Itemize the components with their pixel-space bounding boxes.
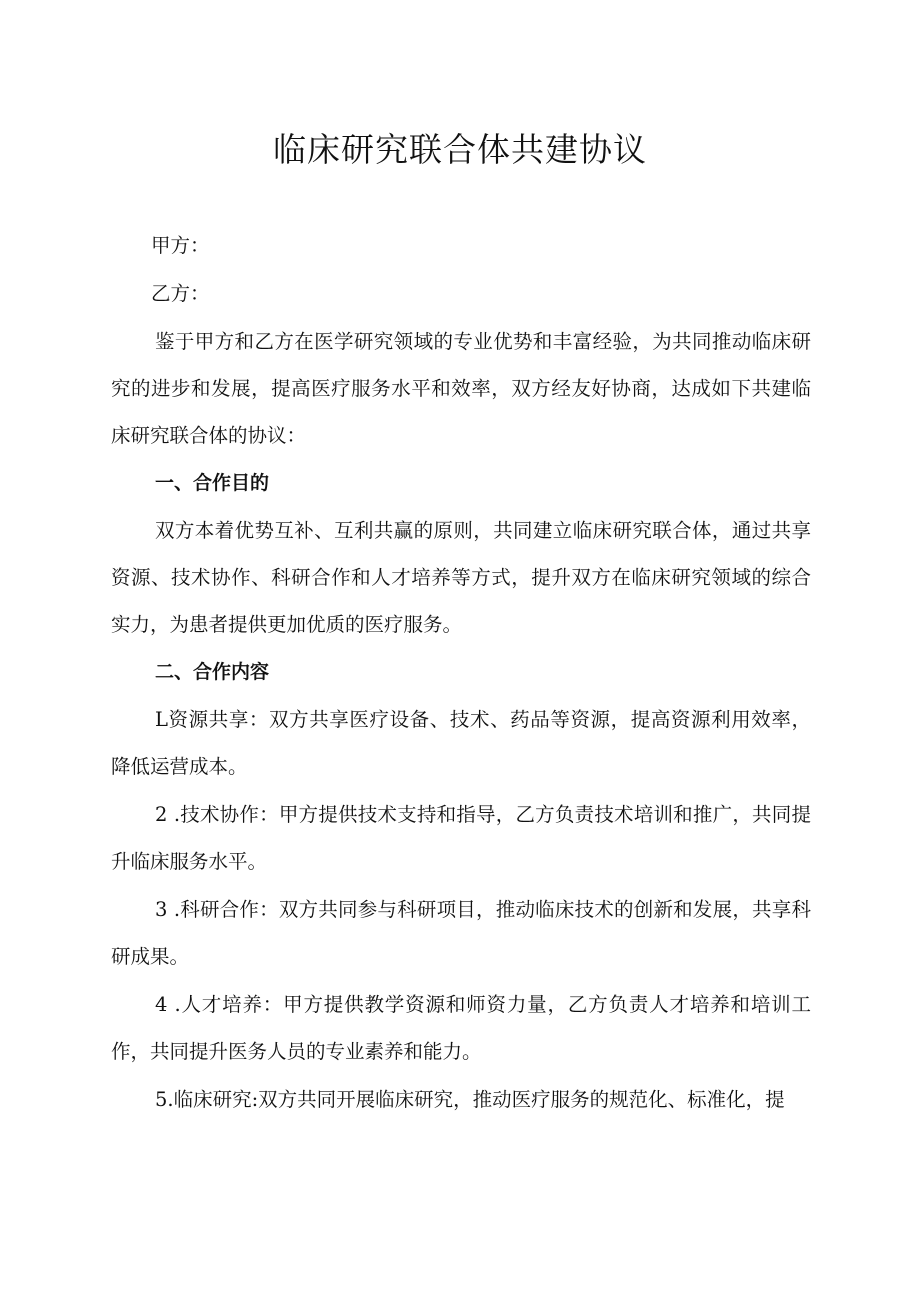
preamble-paragraph: 鉴于甲方和乙方在医学研究领域的专业优势和丰富经验，为共同推动临床研究的进步和发展，提高医疗服务水平和效率，双方经友好协商，达成如下共建临床研究联合体的协议： bbox=[111, 330, 811, 447]
document-title: 临床研究联合体共建协议 bbox=[273, 130, 647, 169]
document-body bbox=[111, 222, 811, 1123]
section-text-purpose: 双方本着优势互补、互利共赢的原则，共同建立临床研究联合体，通过共享资源、技术协作、科研合作和人才培养等方式，提升双方在临床研究领域的综合实力，为患者提供更加优质的医疗服务。 bbox=[111, 519, 811, 636]
content-item-research-cooperation: 3 .科研合作：双方共同参与科研项目，推动临床技术的创新和发展，共享科研成果。 bbox=[111, 898, 811, 968]
content-item-clinical-research: 5.临床研究:双方共同开展临床研究，推动医疗服务的规范化、标准化，提 bbox=[155, 1088, 785, 1111]
content-item-talent-training: 4 .人才培养：甲方提供教学资源和师资力量，乙方负责人才培养和培训工作，共同提升医务人员的专业素养和能力。 bbox=[111, 993, 811, 1063]
party-a-line: 甲方： bbox=[151, 234, 210, 257]
content-item-technical-collaboration: 2 .技术协作：甲方提供技术支持和指导，乙方负责技术培训和推广，共同提升临床服务水平。 bbox=[111, 803, 811, 873]
section-heading-content: 二、合作内容 bbox=[155, 661, 270, 683]
party-b-line: 乙方： bbox=[151, 282, 210, 305]
section-heading-purpose: 一、合作目的 bbox=[155, 472, 270, 494]
content-item-resource-sharing: L资源共享：双方共享医疗设备、技术、药品等资源，提高资源利用效率，降低运营成本。 bbox=[111, 708, 811, 778]
